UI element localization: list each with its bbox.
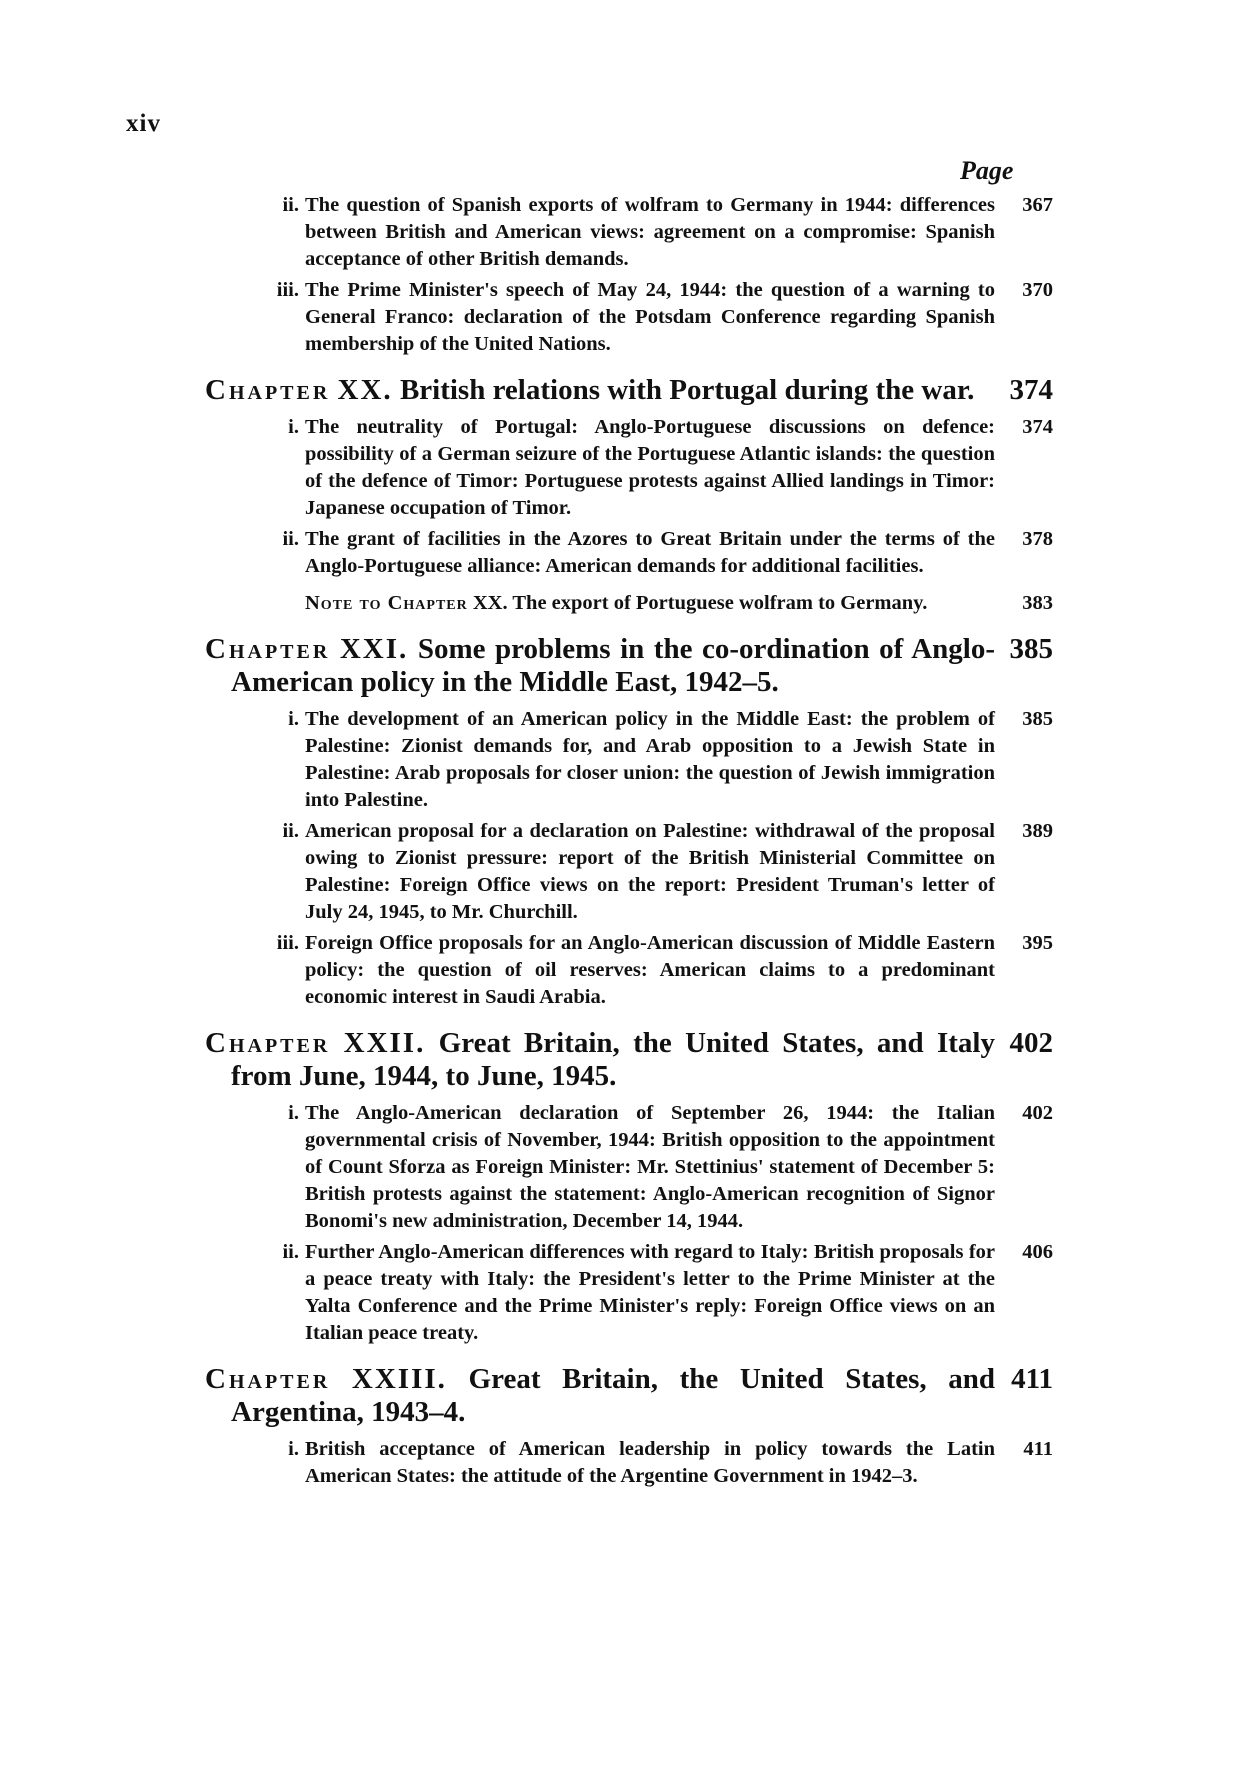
chapter-title: Some problems in the co-ordination of Anglo-American policy in the Middle East, 1942–5. bbox=[231, 633, 996, 698]
chapter-label: Chapter bbox=[205, 1363, 331, 1395]
toc-section-entry bbox=[288, 1436, 1053, 1490]
toc-section-entry bbox=[282, 818, 1053, 926]
page-number: 374 bbox=[1009, 374, 1053, 406]
chapter-heading-xx bbox=[205, 374, 1053, 407]
toc-section-entry bbox=[276, 930, 1053, 1011]
page-number: 389 bbox=[1022, 820, 1053, 842]
page-folio: xiv bbox=[126, 110, 161, 137]
page-number: 374 bbox=[1022, 416, 1053, 438]
page-number: 378 bbox=[1022, 528, 1053, 550]
section-text: American proposal for a declaration on Palestine: withdrawal of the proposal owing to Zionist pressure: report of the British Ministerial Committee on Palestine: Foreign Office views on the report: President Truman's letter of July 24, 1945, to Mr. Churchill. bbox=[305, 820, 995, 923]
chapter-number: XXI. bbox=[339, 633, 409, 665]
toc-section-entry bbox=[276, 277, 1053, 358]
page-number: 370 bbox=[1022, 279, 1053, 301]
toc-section-entry bbox=[282, 1239, 1053, 1347]
section-number: i. bbox=[288, 1102, 299, 1124]
page-number: 402 bbox=[1009, 1027, 1053, 1059]
section-text: Foreign Office proposals for an Anglo-American discussion of Middle Eastern policy: the question of oil reserves: American claims to a predominant economic interest in Saudi Arabia. bbox=[305, 932, 995, 1008]
page-number: 406 bbox=[1022, 1241, 1053, 1263]
section-number: i. bbox=[288, 1438, 299, 1460]
section-number: ii. bbox=[282, 1241, 299, 1263]
chapter-title: British relations with Portugal during the war. bbox=[399, 374, 975, 406]
section-text: British acceptance of American leadership in policy towards the Latin American States: the attitude of the Argentine Government in 1942–3. bbox=[305, 1438, 995, 1487]
chapter-heading-xxiii bbox=[205, 1363, 1053, 1429]
section-text: The Prime Minister's speech of May 24, 1944: the question of a warning to General Franco: declaration of the Potsdam Conference regarding Spanish membership of the United Nations. bbox=[305, 279, 995, 355]
section-number: iii. bbox=[276, 279, 299, 301]
section-text: The neutrality of Portugal: Anglo-Portuguese discussions on defence: possibility of a German seizure of the Portuguese Atlantic islands: the question of the defence of Timor: Portuguese protests against Allied landings in Timor: Japanese occupation of Timor. bbox=[305, 416, 995, 519]
section-text: The grant of facilities in the Azores to Great Britain under the terms of the Anglo-Portuguese alliance: American demands for additional facilities. bbox=[305, 528, 995, 577]
section-number: ii. bbox=[282, 820, 299, 842]
chapter-number: XX. bbox=[337, 374, 393, 406]
chapter-heading-xxi bbox=[205, 633, 1053, 699]
page-number: 383 bbox=[1022, 592, 1053, 614]
page-number: 411 bbox=[1011, 1363, 1053, 1395]
chapter-label: Chapter bbox=[205, 1027, 331, 1059]
section-number: ii. bbox=[282, 528, 299, 550]
chapter-number: XXIII. bbox=[351, 1363, 447, 1395]
toc-section-entry bbox=[282, 526, 1053, 580]
section-text: The development of an American policy in the Middle East: the problem of Palestine: Zionist demands for, and Arab opposition to a Jewish State in Palestine: Arab proposals for closer union: the question of Jewish immigration into Palestine. bbox=[305, 708, 995, 811]
section-text: The question of Spanish exports of wolfram to Germany in 1944: differences between British and American views: agreement on a compromise: Spanish acceptance of other British demands. bbox=[305, 194, 995, 270]
section-number: iii. bbox=[276, 932, 299, 954]
chapter-heading-xxii bbox=[205, 1027, 1053, 1093]
chapter-label: Chapter bbox=[205, 633, 331, 665]
page-number: 411 bbox=[1023, 1438, 1053, 1460]
page-number: 385 bbox=[1009, 633, 1053, 665]
table-of-contents bbox=[205, 192, 1053, 1494]
page-number: 385 bbox=[1022, 708, 1053, 730]
page-number: 402 bbox=[1022, 1102, 1053, 1124]
toc-section-entry bbox=[288, 1100, 1053, 1235]
page-number: 395 bbox=[1022, 932, 1053, 954]
chapter-title: Great Britain, the United States, and Italy from June, 1944, to June, 1945. bbox=[231, 1027, 995, 1092]
page-number: 367 bbox=[1022, 194, 1053, 216]
note-label: Note to Chapter bbox=[305, 592, 468, 614]
chapter-note-entry bbox=[305, 590, 1053, 617]
toc-section-entry bbox=[288, 706, 1053, 814]
note-text: XX. The export of Portuguese wolfram to Germany. bbox=[472, 592, 928, 614]
section-text: Further Anglo-American differences with regard to Italy: British proposals for a peace treaty with Italy: the President's letter to the Prime Minister at the Yalta Conference and the Prime Minister's reply: Foreign Office views on an Italian peace treaty. bbox=[305, 1241, 995, 1344]
chapter-number: XXII. bbox=[343, 1027, 426, 1059]
toc-section-entry bbox=[282, 192, 1053, 273]
section-number: i. bbox=[288, 416, 299, 438]
toc-section-entry bbox=[288, 414, 1053, 522]
chapter-title: Great Britain, the United States, and Argentina, 1943–4. bbox=[231, 1363, 995, 1428]
chapter-label: Chapter bbox=[205, 374, 331, 406]
page-column-label: Page bbox=[960, 156, 1014, 185]
section-text: The Anglo-American declaration of September 26, 1944: the Italian governmental crisis of November, 1944: British opposition to the appointment of Count Sforza as Foreign Minister: Mr. Stettinius' statement of December 5: British protests against the statement: Anglo-American recognition of Signor Bonomi's new administration, December 14, 1944. bbox=[305, 1102, 995, 1232]
section-number: i. bbox=[288, 708, 299, 730]
section-number: ii. bbox=[282, 194, 299, 216]
